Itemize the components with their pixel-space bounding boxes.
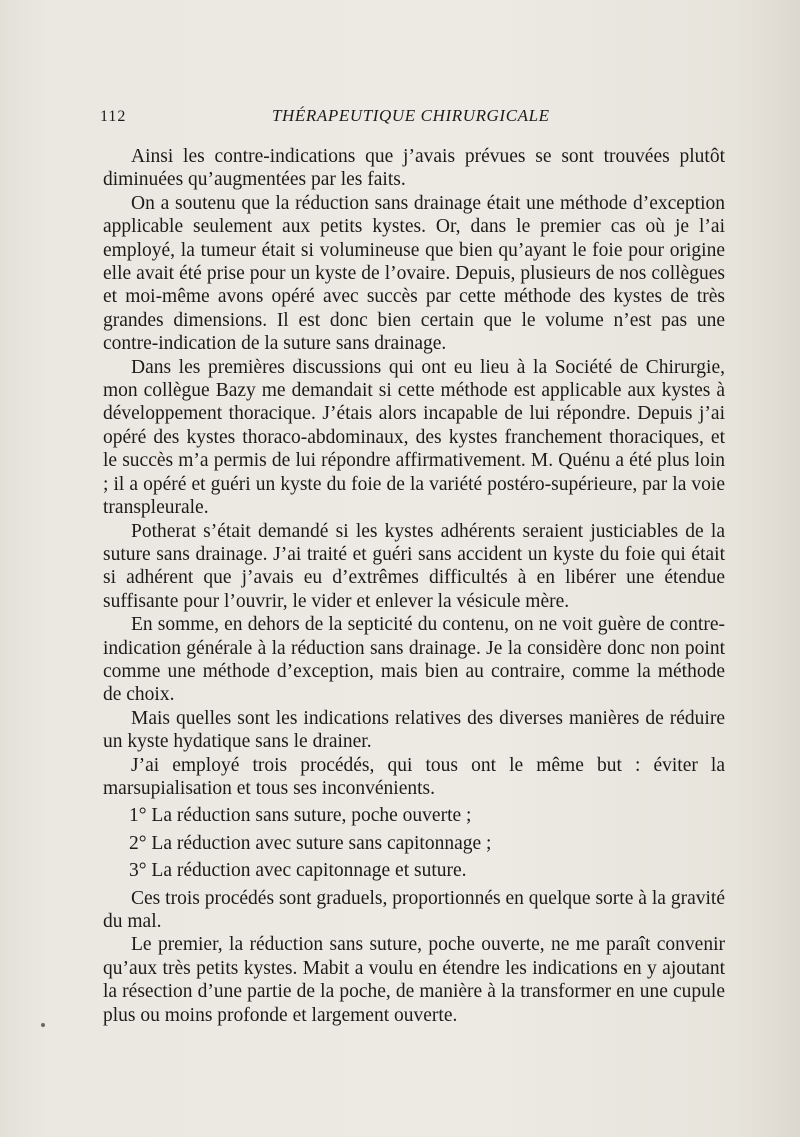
list-item: 2° La réduction avec suture sans capitonnage ; — [129, 832, 492, 854]
margin-speck — [41, 1023, 45, 1027]
list-item: 1° La réduction sans suture, poche ouverte ; — [129, 805, 472, 827]
page-header — [100, 104, 740, 130]
paragraph-4: Potherat s’était demandé si les kystes adhérents seraient justiciables de la suture sans drainage. J’ai traité et guéri sans accident un kyste du foie qui était si adhérent que j’avais eu d’extrêmes difficultés à en libérer une étendue suffisante pour l’ouvrir, le vider et enlever la vésicule mère. — [103, 520, 725, 612]
list-item: 3° La réduction avec capitonnage et suture. — [129, 860, 467, 882]
paragraph-2: On a soutenu que la réduction sans drainage était une méthode d’exception applicable seulement aux petits kystes. Or, dans le premier cas où je l’ai employé, la tumeur était si volumineuse que bien qu’ayant le foie pour origine elle avait été prise pour un kyste de l’ovaire. Depuis, plusieurs de nos collègues et moi-même avons opéré avec succès par cette méthode des kystes de très grandes dimensions. Il est donc bien certain que le volume n’est pas une contre-indication de la suture sans drainage. — [103, 192, 725, 355]
paragraph-5: En somme, en dehors de la septicité du contenu, on ne voit guère de contre-indication générale à la réduction sans drainage. Je la considère donc non point comme une méthode d’exception, mais bien au contraire, comme la méthode de choix. — [103, 614, 725, 706]
paragraph-6: Mais quelles sont les indications relatives des diverses manières de réduire un kyste hydatique sans le drainer. — [103, 707, 725, 753]
paragraph-8: Ces trois procédés sont graduels, proportionnés en quelque sorte à la gravité du mal. — [103, 887, 725, 932]
paragraph-7: J’ai employé trois procédés, qui tous ont le même but : éviter la marsupialisation et tous ses inconvénients. — [103, 754, 725, 799]
body-text — [103, 145, 725, 1027]
paragraph-3: Dans les premières discussions qui ont eu lieu à la Société de Chirurgie, mon collègue Bazy me demandait si cette méthode est applicable aux kystes à développement thoracique. J’étais alors incapable de lui répondre. Depuis j’ai opéré des kystes thoraco-abdominaux, des kystes franchement thoraciques, et le succès m’a permis de lui répondre affirmativement. M. Quénu a été plus loin ; il a opéré et guéri un kyste du foie de la variété postéro-supérieure, par la voie transpleurale. — [103, 356, 725, 519]
running-title: THÉRAPEUTIQUE CHIRURGICALE — [272, 106, 550, 125]
page-number: 112 — [100, 108, 127, 125]
paragraph-1: Ainsi les contre-indications que j’avais prévues se sont trouvées plutôt diminuées qu’augmentées par les faits. — [103, 146, 725, 191]
paragraph-9: Le premier, la réduction sans suture, poche ouverte, ne me paraît convenir qu’aux très petits kystes. Mabit a voulu en étendre les indications en y ajoutant la résection d’une partie de la poche, de manière à la transformer en une cupule plus ou moins profonde et largement ouverte. — [103, 934, 725, 1026]
